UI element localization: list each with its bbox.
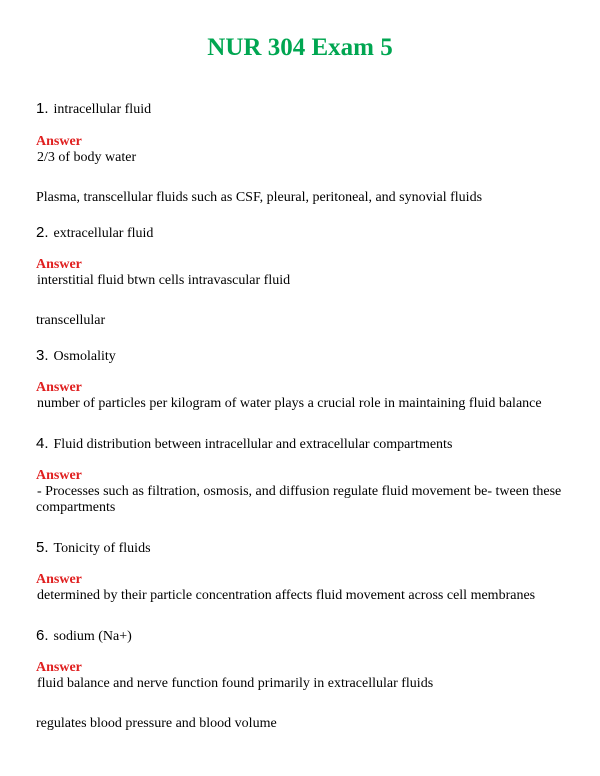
question-4: [36, 436, 576, 453]
answer-label: Answer: [36, 572, 82, 587]
question-2: [36, 225, 576, 242]
question-number: 1.: [36, 100, 49, 117]
answer-label: Answer: [36, 380, 82, 395]
answer-extra: regulates blood pressure and blood volume: [36, 716, 277, 731]
question-text: Tonicity of fluids: [53, 541, 151, 556]
question-number: 5.: [36, 539, 49, 556]
answer-text-line-2: compartments: [36, 500, 116, 515]
answer-label: Answer: [36, 257, 82, 272]
answer-text: determined by their particle concentration affects fluid movement across cell membranes: [37, 588, 536, 603]
question-text: intracellular fluid: [53, 102, 152, 117]
answer-extra: transcellular: [36, 313, 106, 328]
question-number: 2.: [36, 224, 49, 241]
answer-text: number of particles per kilogram of water plays a crucial role in maintaining fluid balance: [37, 396, 542, 411]
question-text: Osmolality: [53, 349, 116, 364]
page-title: NUR 304 Exam 5: [207, 34, 393, 61]
question-number: 3.: [36, 347, 49, 364]
answer-text: fluid balance and nerve function found primarily in extracellular fluids: [37, 676, 434, 691]
answer-text: 2/3 of body water: [37, 150, 137, 165]
question-5: [36, 540, 576, 557]
question-text: Fluid distribution between intracellular and extracellular compartments: [53, 437, 453, 452]
answer-text-line-1: - Processes such as filtration, osmosis, and diffusion regulate fluid movement be- tween these: [37, 484, 562, 499]
question-text: sodium (Na+): [53, 629, 132, 644]
answer-text: interstitial fluid btwn cells intravascular fluid: [37, 273, 291, 288]
answer-label: Answer: [36, 468, 82, 483]
answer-label: Answer: [36, 660, 82, 675]
question-number: 4.: [36, 435, 49, 452]
answer-extra: Plasma, transcellular fluids such as CSF, pleural, peritoneal, and synovial fluids: [36, 190, 483, 205]
question-text: extracellular fluid: [53, 226, 154, 241]
question-1: [36, 101, 576, 118]
question-number: 6.: [36, 627, 49, 644]
answer-label: Answer: [36, 134, 82, 149]
question-6: [36, 628, 576, 645]
question-3: [36, 348, 576, 365]
